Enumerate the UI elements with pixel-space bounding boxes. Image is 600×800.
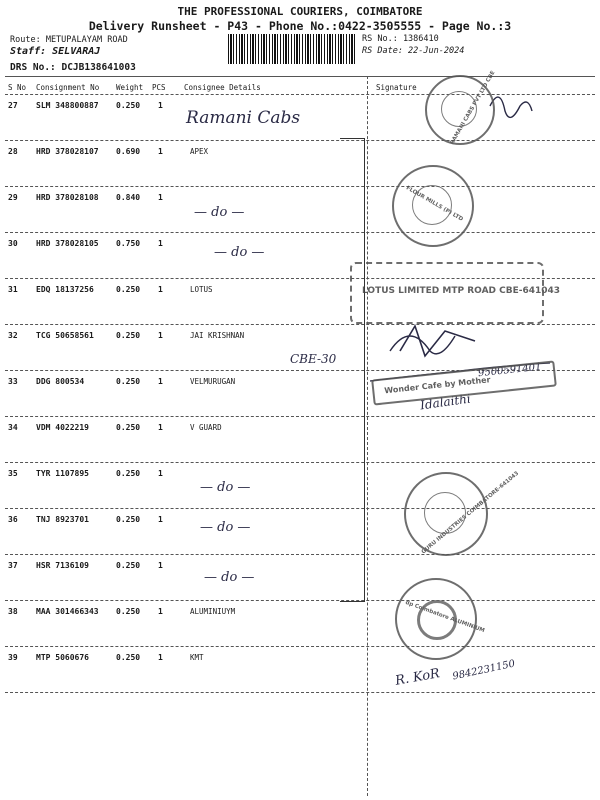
row-sno: 37	[8, 561, 18, 570]
row-pcs: 1	[158, 607, 163, 616]
signature-scribble	[400, 326, 475, 356]
company-stamp: FLOUR MILLS (P) LTD	[392, 165, 474, 247]
row-sno: 29	[8, 193, 18, 202]
row-consignee: V GUARD	[190, 423, 222, 432]
row-sno: 32	[8, 331, 18, 340]
signature-column-divider	[367, 76, 368, 796]
row-consignee: ALUMINIUYM	[190, 607, 236, 616]
row-consignee: JAI KRISHNAN	[190, 331, 245, 340]
row-weight: 0.250	[116, 101, 141, 110]
signature-scribble	[490, 97, 532, 117]
staff-label: Staff: SELVARAJ	[10, 46, 101, 57]
row-sno: 39	[8, 653, 18, 662]
signature-scribble	[390, 336, 455, 354]
row-weight: 0.250	[116, 285, 141, 294]
col-header-consignment: Consignment No	[36, 83, 100, 92]
row-weight: 0.250	[116, 377, 141, 386]
row-pcs: 1	[158, 239, 163, 248]
row-pcs: 1	[158, 193, 163, 202]
row-sno: 31	[8, 285, 18, 294]
row-sno: 33	[8, 377, 18, 386]
rs-date: RS Date: 22-Jun-2024	[362, 46, 465, 56]
row-pcs: 1	[158, 285, 163, 294]
row-sno: 36	[8, 515, 18, 524]
page-title: THE PROFESSIONAL COURIERS, COIMBATORE	[177, 5, 423, 18]
row-consignment-no: DDG 800534	[36, 377, 85, 386]
row-consignment-no: TYR 1107895	[36, 469, 89, 478]
row-sno: 34	[8, 423, 18, 432]
row-sno: 35	[8, 469, 18, 478]
row-weight: 0.250	[116, 423, 141, 432]
company-stamp: Wonder Cafe by Mother	[371, 360, 557, 405]
row-sno: 27	[8, 101, 18, 110]
row-consignee: APEX	[190, 147, 209, 156]
handwritten-cbe: CBE-30	[290, 352, 337, 366]
handwritten-signature: R. KoR	[394, 666, 441, 689]
row-weight: 0.250	[116, 561, 141, 570]
row-sno: 28	[8, 147, 18, 156]
row-sno: 38	[8, 607, 18, 616]
col-header-weight: Weight	[116, 83, 144, 92]
col-header-signature: Signature	[376, 83, 417, 92]
row-sno: 30	[8, 239, 18, 248]
handwritten-phone: 9842231150	[451, 658, 517, 683]
row-pcs: 1	[158, 101, 163, 110]
handwritten-ditto: — do —	[204, 570, 255, 585]
row-consignment-no: HRD 378028108	[36, 193, 99, 202]
row-consignment-no: HSR 7136109	[36, 561, 89, 570]
row-pcs: 1	[158, 561, 163, 570]
row-pcs: 1	[158, 331, 163, 340]
row-consignment-no: SLM 348800887	[36, 101, 99, 110]
row-weight: 0.690	[116, 147, 141, 156]
row-pcs: 1	[158, 147, 163, 156]
handwritten-signature: Idalaithi	[419, 391, 472, 413]
handwritten-ditto: — do —	[200, 520, 251, 535]
row-weight: 0.250	[116, 607, 141, 616]
row-pcs: 1	[158, 469, 163, 478]
row-weight: 0.250	[116, 331, 141, 340]
row-pcs: 1	[158, 377, 163, 386]
col-header-consignee: Consignee Details	[184, 83, 261, 92]
row-consignee: LOTUS	[190, 285, 213, 294]
row-pcs: 1	[158, 515, 163, 524]
row-pcs: 1	[158, 653, 163, 662]
row-consignment-no: TCG 50658561	[36, 331, 94, 340]
row-weight: 0.840	[116, 193, 141, 202]
handwritten-ditto: — do —	[200, 480, 251, 495]
handwritten-phone: 9500591401	[477, 361, 543, 380]
row-consignment-no: VDM 4022219	[36, 423, 89, 432]
handwritten-consignee: Ramani Cabs	[186, 108, 301, 128]
page-subtitle: Delivery Runsheet - P43 - Phone No.:0422-3505555 - Page No.:3	[88, 19, 512, 33]
row-weight: 0.250	[116, 515, 141, 524]
row-weight: 0.250	[116, 653, 141, 662]
row-consignment-no: EDQ 18137256	[36, 285, 94, 294]
company-stamp: dp Coimbatore ALUMINIUM	[395, 578, 477, 660]
row-consignee: VELMURUGAN	[190, 377, 236, 386]
company-stamp: GURU INDUSTRIES COIMBATORE-641043	[404, 472, 488, 556]
row-consignee: KMT	[190, 653, 204, 662]
row-pcs: 1	[158, 423, 163, 432]
route-label: Route: METUPALAYAM ROAD	[10, 35, 128, 45]
row-consignment-no: TNJ 8923701	[36, 515, 89, 524]
row-consignment-no: HRD 378028107	[36, 147, 99, 156]
company-stamp: RAMANI CABS PVT LTD CBE	[425, 75, 495, 145]
row-consignment-no: MTP 5060676	[36, 653, 89, 662]
company-stamp: LOTUS LIMITED MTP ROAD CBE-641043	[350, 262, 544, 324]
row-consignment-no: MAA 301466343	[36, 607, 99, 616]
row-consignment-no: HRD 378028105	[36, 239, 99, 248]
rs-number: RS No.: 1386410	[362, 34, 439, 44]
ditto-bracket	[340, 138, 365, 602]
drs-number: DRS No.: DCJB138641003	[10, 62, 136, 73]
row-weight: 0.250	[116, 469, 141, 478]
col-header-sno: S No	[8, 83, 27, 92]
handwritten-ditto: — do —	[214, 245, 265, 260]
row-weight: 0.750	[116, 239, 141, 248]
handwritten-ditto: — do —	[194, 205, 245, 220]
barcode	[228, 34, 356, 64]
col-header-pcs: PCS	[152, 83, 166, 92]
